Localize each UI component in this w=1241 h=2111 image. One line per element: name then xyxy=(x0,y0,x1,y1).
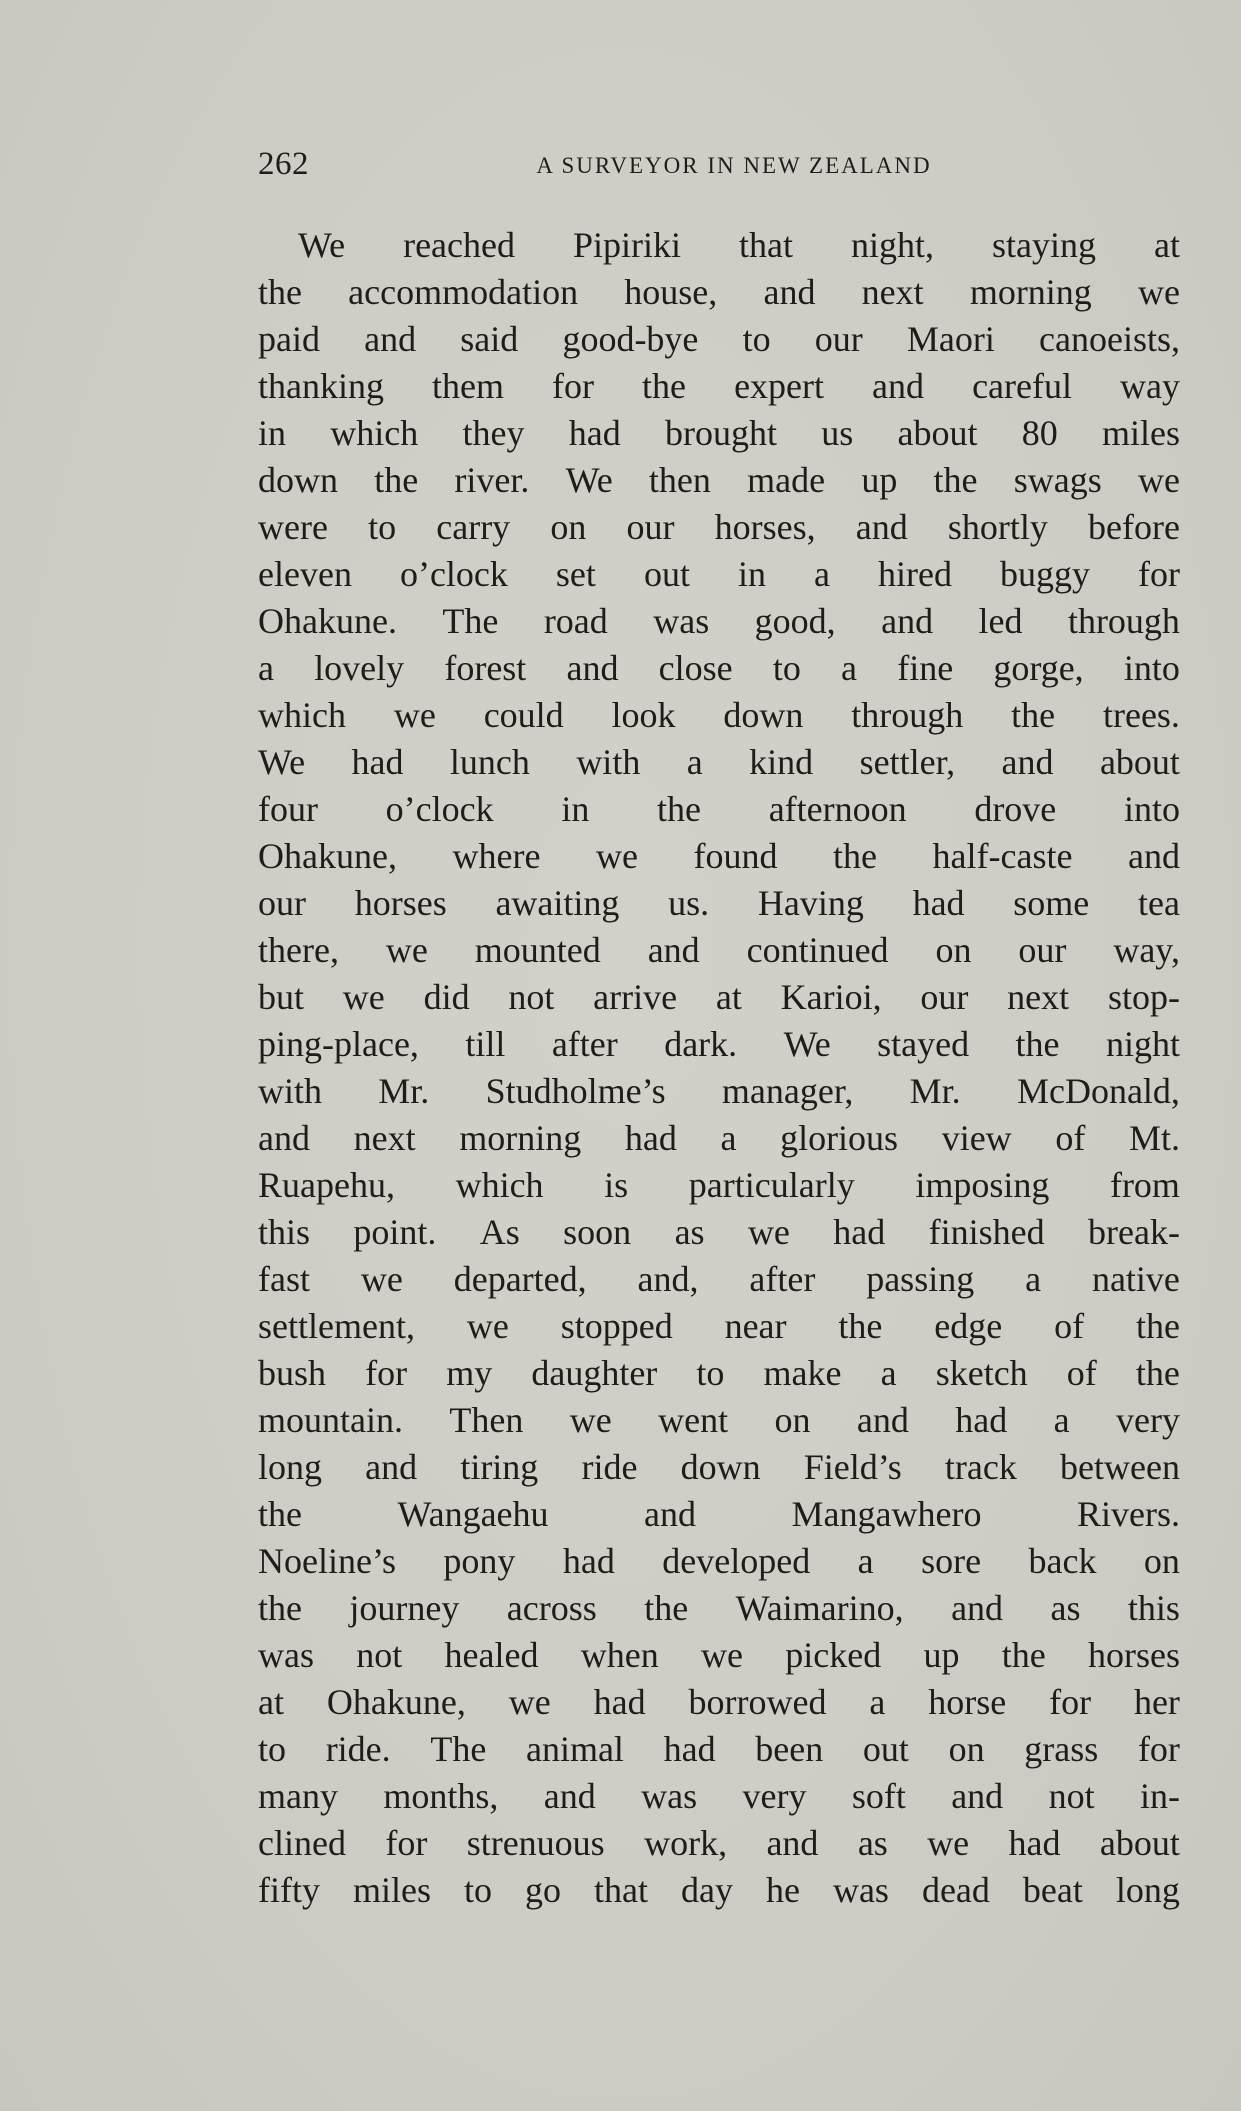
text-line: with Mr. Studholme’s manager, Mr. McDonald, xyxy=(258,1071,1180,1111)
text-line: four o’clock in the afternoon drove into xyxy=(258,789,1180,829)
text-line: We reached Pipiriki that night, staying at xyxy=(298,225,1180,265)
text-line: was not healed when we picked up the horses xyxy=(258,1635,1180,1675)
text-line: Ohakune. The road was good, and led through xyxy=(258,601,1180,641)
text-line: fast we departed, and, after passing a native xyxy=(258,1259,1180,1299)
text-line: bush for my daughter to make a sketch of the xyxy=(258,1353,1180,1393)
text-line: Ohakune, where we found the half-caste and xyxy=(258,836,1180,876)
text-line: Noeline’s pony had developed a sore back on xyxy=(258,1541,1180,1581)
text-line: clined for strenuous work, and as we had about xyxy=(258,1823,1180,1863)
text-line: the Wangaehu and Mangawhero Rivers. xyxy=(258,1494,1180,1534)
text-line: eleven o’clock set out in a hired buggy for xyxy=(258,554,1180,594)
text-line: paid and said good-bye to our Maori canoeists, xyxy=(258,319,1180,359)
text-line: a lovely forest and close to a fine gorge, into xyxy=(258,648,1180,688)
text-line: settlement, we stopped near the edge of the xyxy=(258,1306,1180,1346)
text-line: in which they had brought us about 80 miles xyxy=(258,413,1180,453)
page-number: 262 xyxy=(258,146,309,182)
running-head: A SURVEYOR IN NEW ZEALAND xyxy=(536,153,932,178)
text-line: thanking them for the expert and careful way xyxy=(258,366,1180,406)
text-line: the journey across the Waimarino, and as this xyxy=(258,1588,1180,1628)
text-line: this point. As soon as we had finished break- xyxy=(258,1212,1180,1252)
text-line: many months, and was very soft and not in- xyxy=(258,1776,1180,1816)
text-line: and next morning had a glorious view of Mt. xyxy=(258,1118,1180,1158)
text-line: our horses awaiting us. Having had some tea xyxy=(258,883,1180,923)
text-line: Ruapehu, which is particularly imposing from xyxy=(258,1165,1180,1205)
text-line: mountain. Then we went on and had a very xyxy=(258,1400,1180,1440)
text-line: at Ohakune, we had borrowed a horse for her xyxy=(258,1682,1180,1722)
text-line: were to carry on our horses, and shortly before xyxy=(258,507,1180,547)
text-line: fifty miles to go that day he was dead beat long xyxy=(258,1870,1180,1910)
text-line: We had lunch with a kind settler, and about xyxy=(258,742,1180,782)
text-line: long and tiring ride down Field’s track between xyxy=(258,1447,1180,1487)
text-line: there, we mounted and continued on our way, xyxy=(258,930,1180,970)
text-line: ping-place, till after dark. We stayed the night xyxy=(258,1024,1180,1064)
text-line: to ride. The animal had been out on grass for xyxy=(258,1729,1180,1769)
text-line: but we did not arrive at Karioi, our next stop- xyxy=(258,977,1180,1017)
text-line: down the river. We then made up the swags we xyxy=(258,460,1180,500)
text-line: the accommodation house, and next morning we xyxy=(258,272,1180,312)
body-text xyxy=(258,222,1180,1914)
text-line: which we could look down through the trees. xyxy=(258,695,1180,735)
page-header xyxy=(258,142,1180,186)
